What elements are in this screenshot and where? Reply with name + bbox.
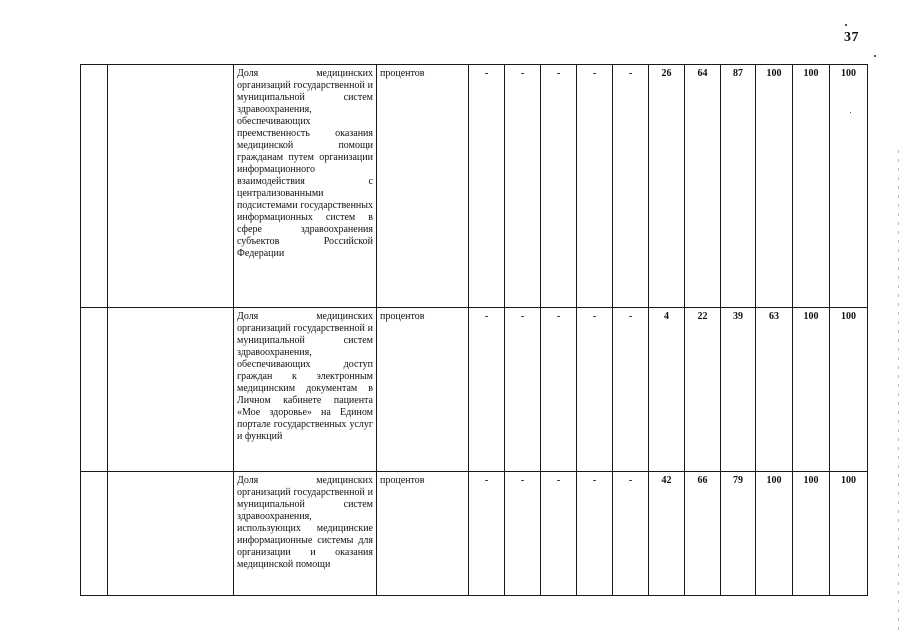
scan-edge-dash [898, 276, 899, 279]
unit-cell: процентов [377, 472, 469, 596]
value-cell: - [505, 65, 541, 308]
indicator-name: Доля медицинских организаций государственной и муниципальной систем здравоохранения, обеспечивающих преемственность оказания медицинской помощи гражданам путем организации информационного взаимодействия с централизованными подсистемами государственных информационных систем в сфере здравоохранения субъектов Российской Федерации [234, 65, 377, 308]
scan-edge-dash [898, 231, 899, 234]
scan-edge-dash [898, 150, 899, 153]
indicator-name: Доля медицинских организаций государственной и муниципальной систем здравоохранения, обеспечивающих доступ граждан к электронным медицинским документам в Личном кабинете пациента «Мое здоровье» на Едином портале государственных услуг и функций [234, 308, 377, 472]
value-cell: 64 [685, 65, 721, 308]
scan-edge-dash [898, 303, 899, 306]
value-cell: 100 [756, 472, 793, 596]
scan-edge-dash [898, 267, 899, 270]
value-cell: 100 [830, 65, 868, 308]
value-cell: 63 [756, 308, 793, 472]
scan-edge-dash [898, 474, 899, 477]
scan-edge-dash [898, 258, 899, 261]
scan-edge-dash [898, 609, 899, 612]
scan-edge-dash [898, 294, 899, 297]
value-cell: - [541, 308, 577, 472]
scan-edge-dash [898, 627, 899, 630]
scan-edge-dash [898, 456, 899, 459]
value-cell: 42 [649, 472, 685, 596]
value-cell: - [577, 308, 613, 472]
value-cell: 100 [793, 308, 830, 472]
scan-edge-dash [898, 330, 899, 333]
scan-edge-dash [898, 312, 899, 315]
scan-edge-dash [898, 186, 899, 189]
value-cell: - [505, 308, 541, 472]
value-cell: 100 [830, 308, 868, 472]
value-cell: - [469, 472, 505, 596]
value-cell: - [613, 65, 649, 308]
value-cell: 79 [721, 472, 756, 596]
scan-edge-dash [898, 438, 899, 441]
scan-edge-dash [898, 393, 899, 396]
scan-edge-dash [898, 285, 899, 288]
value-cell: - [613, 472, 649, 596]
empty-cell [81, 472, 108, 596]
indicator-name: Доля медицинских организаций государственной и муниципальной систем здравоохранения, использующих медицинские информационные системы для организации и оказания медицинской помощи [234, 472, 377, 596]
scan-edge-dash [898, 321, 899, 324]
value-cell: - [505, 472, 541, 596]
scan-edge-dash [898, 213, 899, 216]
scan-edge-dash [898, 501, 899, 504]
value-cell: 100 [793, 472, 830, 596]
value-cell: 26 [649, 65, 685, 308]
value-cell: 100 [830, 472, 868, 596]
value-cell: - [613, 308, 649, 472]
scan-edge-dash [898, 546, 899, 549]
value-cell: 4 [649, 308, 685, 472]
value-cell: - [577, 65, 613, 308]
page-number: 37 [844, 30, 859, 45]
scan-speck [874, 55, 876, 57]
scan-edge-dash [898, 537, 899, 540]
empty-cell [81, 308, 108, 472]
value-cell: 39 [721, 308, 756, 472]
scan-edge-dash [898, 483, 899, 486]
value-cell: - [541, 472, 577, 596]
value-cell: - [469, 65, 505, 308]
value-cell: 100 [793, 65, 830, 308]
scan-edge-dash [898, 591, 899, 594]
value-cell: 22 [685, 308, 721, 472]
scan-edge-dash [898, 555, 899, 558]
unit-cell: процентов [377, 308, 469, 472]
scan-edge-dash [898, 519, 899, 522]
scan-edge-dash [898, 600, 899, 603]
empty-cell [108, 308, 234, 472]
scan-edge-dash [898, 573, 899, 576]
scan-edge-dash [898, 159, 899, 162]
indicators-table [80, 64, 868, 596]
empty-cell [108, 472, 234, 596]
scan-edge-dash [898, 195, 899, 198]
value-cell: - [577, 472, 613, 596]
table-row [81, 308, 868, 472]
table-row [81, 65, 868, 308]
scan-edge-dash [898, 168, 899, 171]
scan-edge-dash [898, 564, 899, 567]
scan-edge-dash [898, 492, 899, 495]
scan-edge-dash [898, 582, 899, 585]
scan-edge-dash [898, 204, 899, 207]
scan-edge-dash [898, 510, 899, 513]
scan-edge-dash [898, 402, 899, 405]
scan-edge-dash [898, 240, 899, 243]
scan-edge-dash [898, 222, 899, 225]
scan-edge-dash [898, 420, 899, 423]
scan-speck [845, 24, 847, 26]
scan-edge-dash [898, 249, 899, 252]
value-cell: 100 [756, 65, 793, 308]
scan-edge-dash [898, 429, 899, 432]
table-row [81, 472, 868, 596]
value-cell: 87 [721, 65, 756, 308]
value-cell: 66 [685, 472, 721, 596]
scan-edge-dash [898, 366, 899, 369]
unit-cell: процентов [377, 65, 469, 308]
scan-edge-dash [898, 411, 899, 414]
scan-edge-dash [898, 384, 899, 387]
scan-edge-dash [898, 177, 899, 180]
value-cell: - [469, 308, 505, 472]
scan-edge-dash [898, 339, 899, 342]
scan-edge-dash [898, 447, 899, 450]
scan-edge-dash [898, 618, 899, 621]
scan-edge-dash [898, 348, 899, 351]
empty-cell [108, 65, 234, 308]
scan-edge-dash [898, 465, 899, 468]
empty-cell [81, 65, 108, 308]
value-cell: - [541, 65, 577, 308]
scan-edge-dash [898, 375, 899, 378]
scan-edge-dash [898, 528, 899, 531]
scan-edge-dash [898, 357, 899, 360]
